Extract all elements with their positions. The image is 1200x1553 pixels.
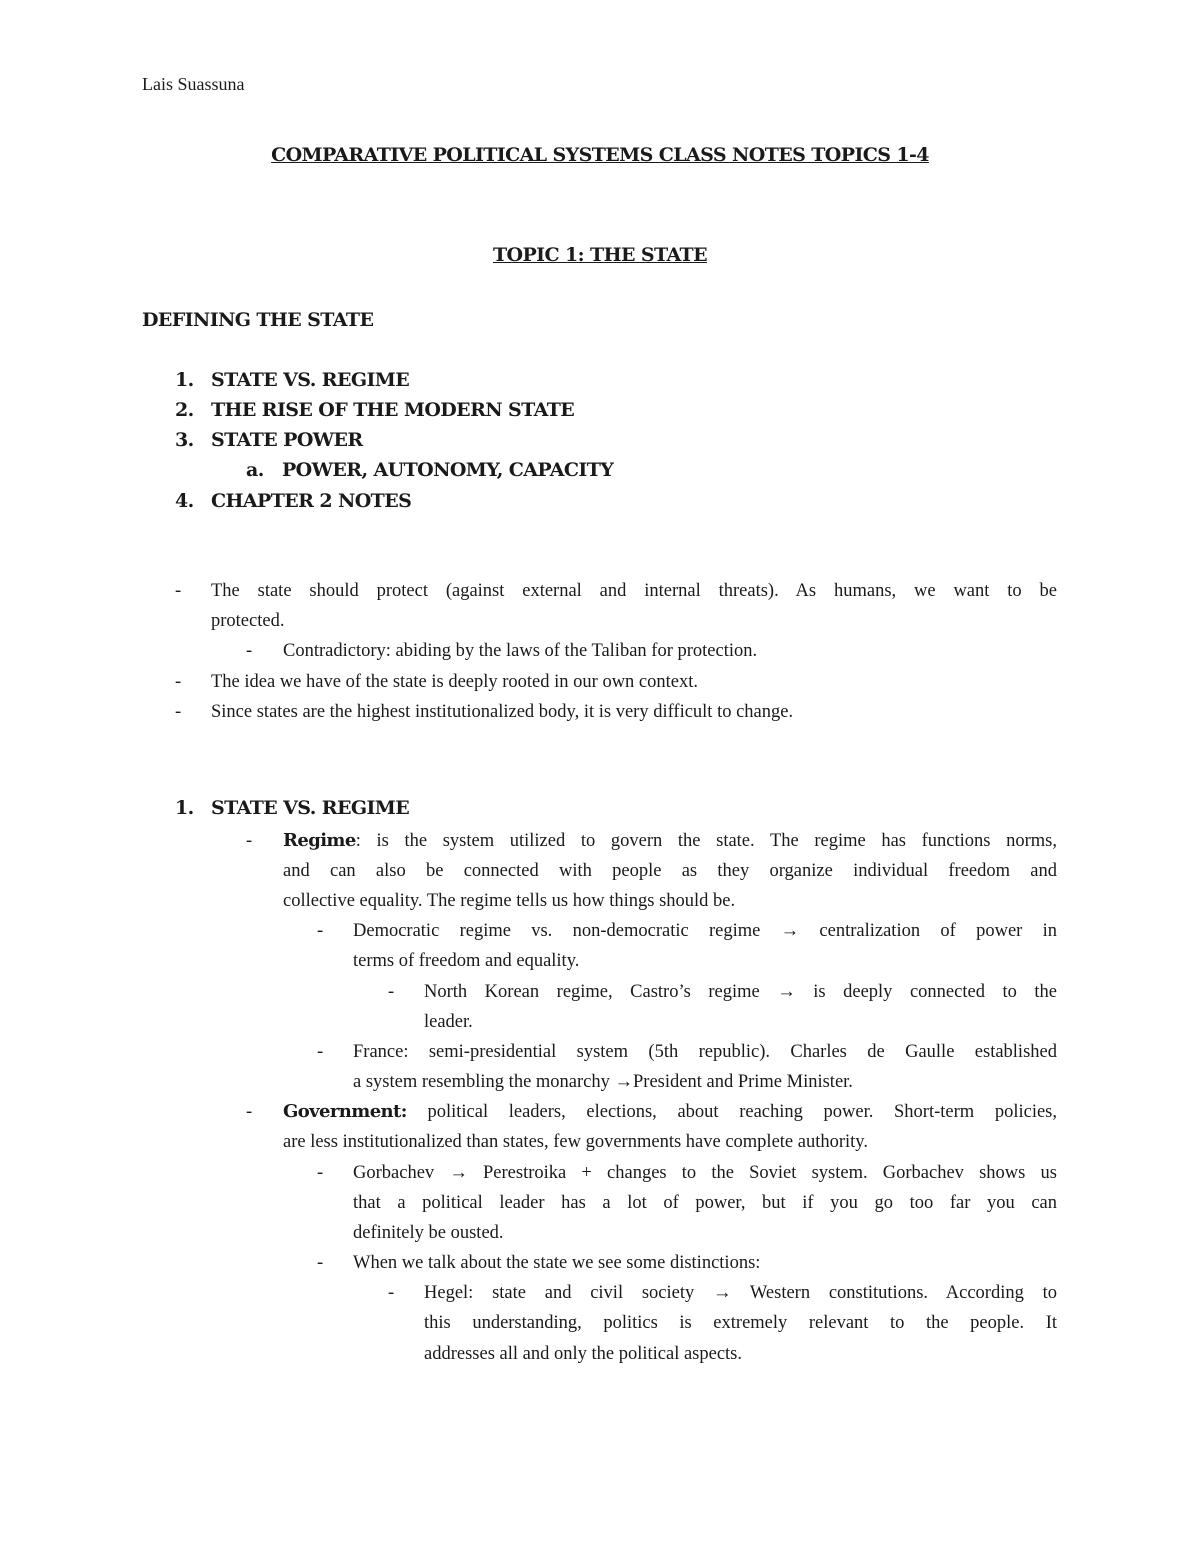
bullet-text: terms of freedom and equality. [353, 951, 580, 971]
bullet-dash: - [317, 1163, 324, 1183]
section-heading: DEFINING THE STATE [142, 309, 374, 331]
bullet-text: The idea we have of the state is deeply rooted in our own context. [211, 672, 699, 692]
bullet-dash: - [246, 641, 253, 661]
toc-item-number: 4. [175, 490, 194, 512]
section-number: 1. [175, 797, 194, 819]
bullet-text: protected. [211, 611, 285, 631]
bullet-dash: - [388, 1283, 395, 1303]
bullet-dash: - [175, 581, 182, 601]
bullet-text: that a political leader has a lot of power, but if you go too far you can [353, 1193, 1057, 1213]
bullet-dash: - [317, 921, 324, 941]
bullet-text: North Korean regime, Castro’s regime → is deeply connected to the [424, 982, 1057, 1002]
bullet-text: this understanding, politics is extremely relevant to the people. It [424, 1313, 1057, 1333]
bullet-text: and can also be connected with people as they organize individual freedom and [283, 861, 1057, 881]
toc-item-number: a. [246, 459, 264, 481]
bullet-dash: - [246, 1102, 253, 1122]
bullet-dash: - [317, 1042, 324, 1062]
bullet-text: are less institutionalized than states, few governments have complete authority. [283, 1132, 868, 1152]
bullet-dash: - [317, 1253, 324, 1273]
bullet-dash: - [175, 672, 182, 692]
bullet-text: : is the system utilized to govern the state. The regime has functions norms, [355, 831, 1057, 851]
toc-item-text: THE RISE OF THE MODERN STATE [211, 399, 575, 421]
regime-definition-line [283, 826, 1057, 856]
government-definition-line [283, 1097, 1057, 1127]
bullet-text: The state should protect (against external and internal threats). As humans, we want to be [211, 581, 1057, 601]
bullet-text: Democratic regime vs. non-democratic regime → centralization of power in [353, 921, 1057, 941]
bullet-text: When we talk about the state we see some distinctions: [353, 1253, 761, 1273]
toc-item-number: 1. [175, 369, 194, 391]
bullet-text: Gorbachev → Perestroika + changes to the Soviet system. Gorbachev shows us [353, 1163, 1057, 1183]
bullet-text: Hegel: state and civil society → Western constitutions. According to [424, 1283, 1057, 1303]
topic-title: TOPIC 1: THE STATE [493, 244, 707, 266]
toc-item-text: STATE POWER [211, 429, 363, 451]
toc-item-text: STATE VS. REGIME [211, 369, 410, 391]
bullet-text: Contradictory: abiding by the laws of the Taliban for protection. [283, 641, 758, 661]
bullet-dash: - [388, 982, 395, 1002]
bullet-text: collective equality. The regime tells us how things should be. [283, 891, 736, 911]
bullet-dash: - [175, 702, 182, 722]
bullet-text: a system resembling the monarchy →President and Prime Minister. [353, 1072, 853, 1092]
bullet-text: Since states are the highest institutionalized body, it is very difficult to change. [211, 702, 794, 722]
toc-item-number: 2. [175, 399, 194, 421]
document-title: COMPARATIVE POLITICAL SYSTEMS CLASS NOTES TOPICS 1-4 [271, 144, 929, 166]
bullet-dash: - [246, 831, 253, 851]
section-title: STATE VS. REGIME [211, 797, 410, 819]
bullet-text: France: semi-presidential system (5th republic). Charles de Gaulle established [353, 1042, 1057, 1062]
bullet-text: leader. [424, 1012, 473, 1032]
author-name: Lais Suassuna [142, 74, 245, 94]
bullet-text: addresses all and only the political aspects. [424, 1344, 743, 1364]
toc-item-text: POWER, AUTONOMY, CAPACITY [282, 459, 614, 481]
bullet-text: definitely be ousted. [353, 1223, 504, 1243]
government-term: Government: [283, 1101, 407, 1122]
bullet-text: political leaders, elections, about reaching power. Short-term policies, [406, 1102, 1057, 1122]
regime-term: Regime [283, 830, 356, 851]
toc-item-text: CHAPTER 2 NOTES [211, 490, 412, 512]
toc-item-number: 3. [175, 429, 194, 451]
